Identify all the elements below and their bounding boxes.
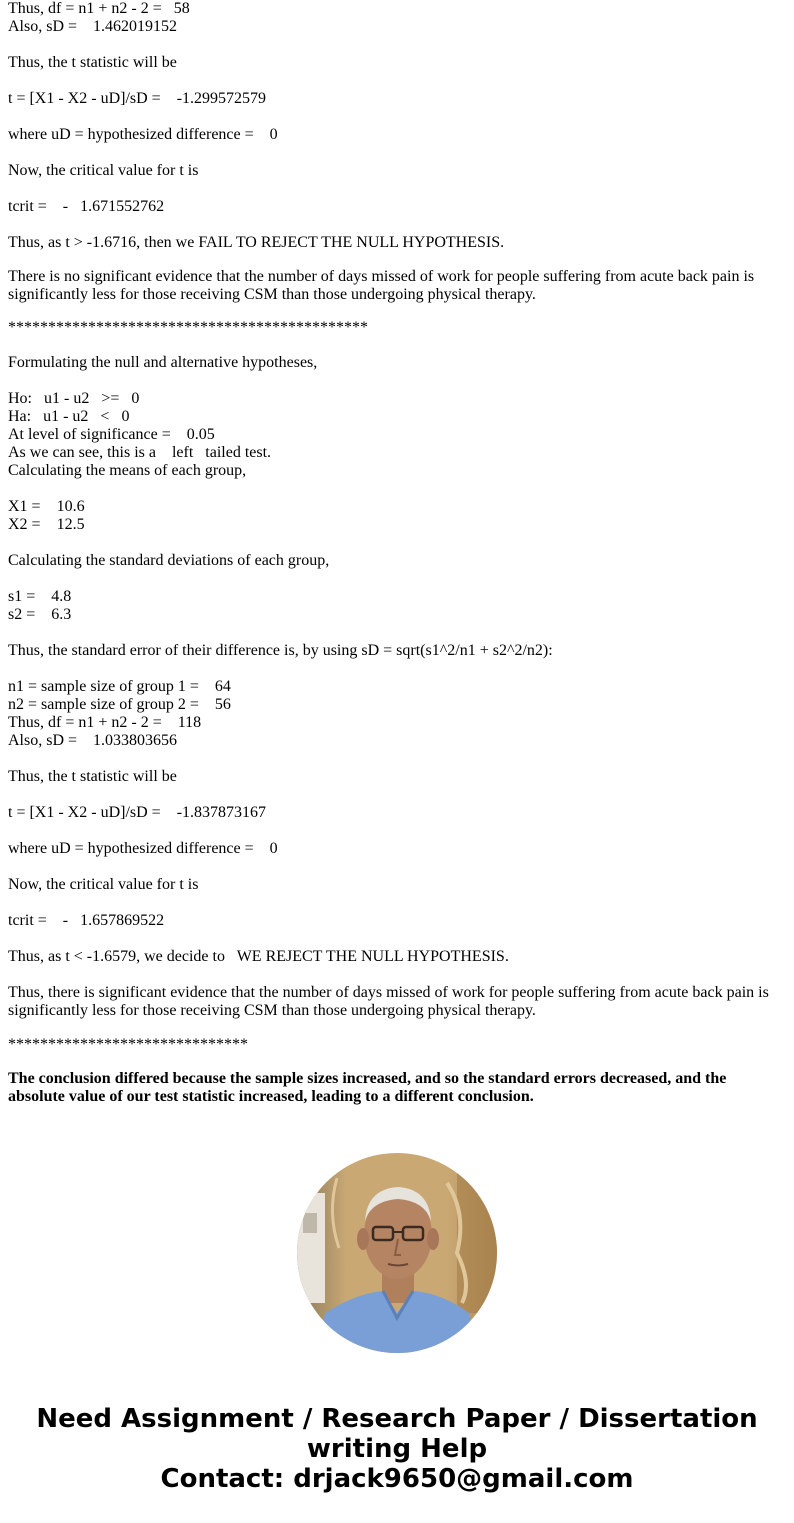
footer-contact-email[interactable]: Contact: drjack9650@gmail.com (160, 1464, 634, 1494)
conclusion-2: Thus, there is significant evidence that the number of days missed of work for people suffering from acute back pain is significantly less for those receiving CSM than those undergoing physical therapy. (8, 984, 769, 1019)
formulating-hypotheses: Formulating the null and alternative hypotheses, (8, 354, 318, 371)
null-hypothesis: Ho: u1 - u2 >= 0 (8, 390, 140, 407)
crit-intro-2: Now, the critical value for t is (8, 876, 199, 893)
se-intro: Thus, the standard error of their difference is, by using sD = sqrt(s1^2/n1 + s2^2/n2): (8, 642, 553, 659)
mean-x2: X2 = 12.5 (8, 516, 85, 533)
sd-line-1: Also, sD = 1.462019152 (8, 18, 178, 35)
separator-1: ********************************************* (8, 319, 368, 336)
significance-level: At level of significance = 0.05 (8, 426, 215, 443)
sd-line-2: Also, sD = 1.033803656 (8, 732, 178, 749)
sample-size-n1: n1 = sample size of group 1 = 64 (8, 678, 231, 695)
avatar (297, 1153, 497, 1353)
tcrit-line-1: tcrit = - 1.671552762 (8, 198, 165, 215)
t-intro-2: Thus, the t statistic will be (8, 768, 177, 785)
mean-x1: X1 = 10.6 (8, 498, 85, 515)
df-line-2: Thus, df = n1 + n2 - 2 = 118 (8, 714, 202, 731)
ud-line-1: where uD = hypothesized difference = 0 (8, 126, 278, 143)
separator-2: ****************************** (8, 1036, 248, 1053)
decision-1: Thus, as t > -1.6716, then we FAIL TO REJECT THE NULL HYPOTHESIS. (8, 234, 505, 251)
t-intro-1: Thus, the t statistic will be (8, 54, 177, 71)
decision-2: Thus, as t < -1.6579, we decide to WE REJECT THE NULL HYPOTHESIS. (8, 948, 509, 965)
t-formula-1: t = [X1 - X2 - uD]/sD = -1.299572579 (8, 90, 267, 107)
sd-s2: s2 = 6.3 (8, 606, 72, 623)
avatar-portrait (297, 1153, 497, 1353)
t-formula-2: t = [X1 - X2 - uD]/sD = -1.837873167 (8, 804, 267, 821)
alt-hypothesis: Ha: u1 - u2 < 0 (8, 408, 130, 425)
tail-type: As we can see, this is a left tailed test. (8, 444, 272, 461)
crit-intro-1: Now, the critical value for t is (8, 162, 199, 179)
footer-line-1: Need Assignment / Research Paper / Dissertation (36, 1404, 758, 1434)
final-note: The conclusion differed because the sample sizes increased, and so the standard errors decreased, and the absolute value of our test statistic increased, leading to a different conclusion. (8, 1070, 727, 1105)
tcrit-line-2: tcrit = - 1.657869522 (8, 912, 165, 929)
footer-line-2: writing Help (306, 1434, 488, 1464)
means-intro: Calculating the means of each group, (8, 462, 247, 479)
conclusion-1: There is no significant evidence that the number of days missed of work for people suffering from acute back pain is significantly less for those receiving CSM than those undergoing physical therapy. (8, 268, 755, 303)
df-line-1: Thus, df = n1 + n2 - 2 = 58 (8, 0, 190, 17)
ud-line-2: where uD = hypothesized difference = 0 (8, 840, 278, 857)
sd-s1: s1 = 4.8 (8, 588, 72, 605)
contact-footer (0, 1404, 794, 1494)
sample-size-n2: n2 = sample size of group 2 = 56 (8, 696, 231, 713)
sd-intro: Calculating the standard deviations of each group, (8, 552, 330, 569)
